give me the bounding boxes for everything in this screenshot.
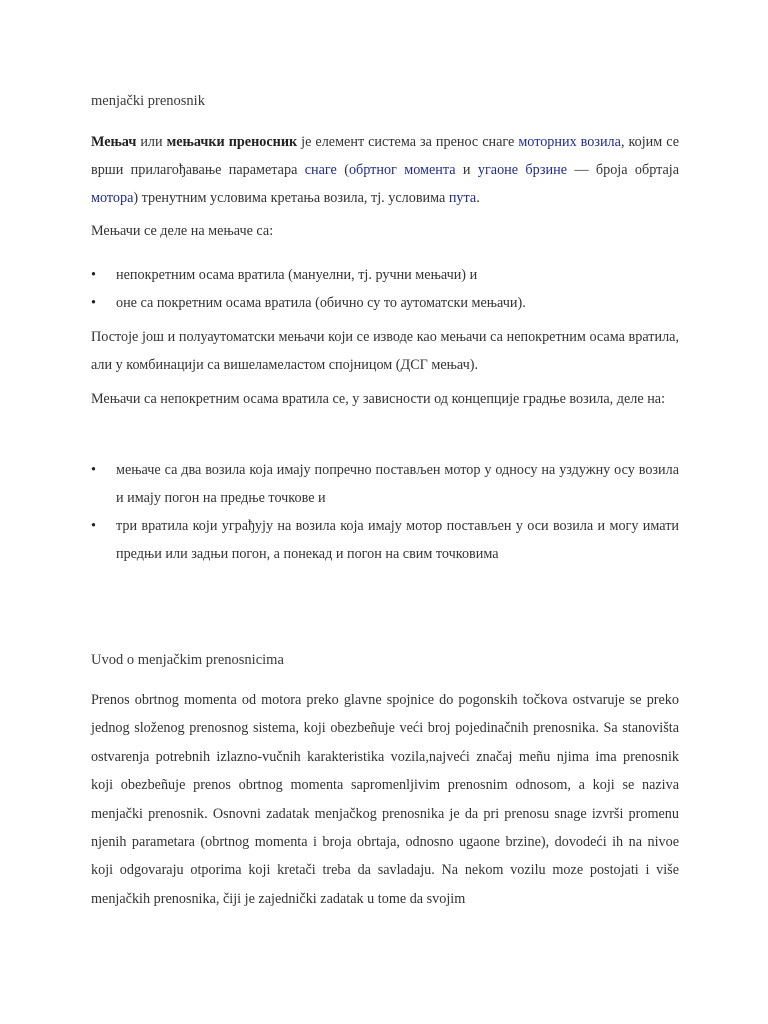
intro-text: . bbox=[476, 190, 480, 206]
paragraph-divide: Мењачи се деле на мењаче са: bbox=[91, 223, 274, 239]
list-item-text: три вратила који уграђују на возила која имају мотор постављен у оси возила и могу имати предњи или задњи погон, а понекад и погон на свим точковима bbox=[116, 518, 679, 562]
paragraph-fixed-shafts: Мењачи са непокретним осама вратила се, у зависности од концепције градње возила, деле на: bbox=[91, 391, 666, 407]
section-title-menjacki-prenosnik: menjački prenosnik bbox=[91, 93, 205, 109]
paragraph-semi-automatic: Постоје још и полуаутоматски мењачи који се изводе као мењачи са непокретним осама вратила, али у комбинацији са вишеламеластом спојницом (ДСГ мењач). bbox=[91, 329, 679, 373]
list-item bbox=[91, 512, 679, 568]
term-menjac: Мењач bbox=[91, 134, 137, 150]
section-title-uvod: Uvod o menjačkim prenosnicima bbox=[91, 652, 284, 668]
list-item bbox=[91, 456, 679, 512]
link-road[interactable]: пута bbox=[448, 190, 477, 206]
bullet-icon: • bbox=[91, 295, 96, 311]
link-motor-vehicles[interactable]: моторних возила bbox=[518, 134, 621, 150]
list-item-text: мењаче са два возила која имају попречно постављен мотор у односу на уздужну осу возила и имају погон на предње точкове и bbox=[116, 462, 679, 506]
intro-text: — броја обртаја bbox=[567, 162, 680, 178]
intro-paragraph bbox=[91, 128, 679, 212]
bullet-list-1 bbox=[91, 261, 679, 317]
paragraph-latin-intro: Prenos obrtnog momenta od motora preko glavne spojnice do pogonskih točkova ostvaruje se preko jednog složenog prenosnog sistema, koji obezbeñuje veći broj pojedinačnih prenosnika. Sa stanovišta ostvarenja potrebnih izlazno-vučnih karakteristika vozila,najveći značaj meñu njima ima prenosnik koji obezbeñuje prenos obrtnog momenta sapromenljivim prenosnim odnosom, a koji se naziva menjački prenosnik. Osnovni zadatak menjačkog prenosnika je da pri prenosu snage izvrši promenu njenih parametara (obrtnog momenta i broja obrtaja, odnosno ugaone brzine), dovodeći ih na nivoe koji odgovaraju otporima koji kretači treba da savladaju. Na nekom vozilu moze postojati i više menjačkih prenosnika, čiji je zajednički zadatak u tome da svojim bbox=[91, 692, 679, 907]
link-angular-speed[interactable]: угаоне брзине bbox=[477, 162, 567, 178]
intro-text: ( bbox=[336, 162, 349, 178]
link-motor[interactable]: мотора bbox=[91, 190, 134, 206]
link-torque[interactable]: обртног момента bbox=[348, 162, 456, 178]
link-power[interactable]: снаге bbox=[304, 162, 337, 178]
intro-text: и bbox=[455, 162, 478, 178]
list-item bbox=[91, 261, 679, 289]
intro-text: ) тренутним условима кретања возила, тј. условима bbox=[133, 190, 449, 206]
list-item-text: непокретним осама вратила (мануелни, тј. ручни мењачи) и bbox=[116, 267, 478, 283]
intro-text: или bbox=[136, 134, 167, 150]
bullet-icon: • bbox=[91, 267, 96, 283]
list-item bbox=[91, 289, 679, 317]
list-item-text: оне са покретним осама вратила (обично су то аутоматски мењачи). bbox=[116, 295, 526, 311]
bullet-icon: • bbox=[91, 462, 96, 478]
intro-text: , којим се врши прилагођавање параметара bbox=[91, 134, 680, 178]
bullet-list-2 bbox=[91, 456, 679, 568]
bullet-icon: • bbox=[91, 518, 96, 534]
intro-text: је елемент система за пренос снаге bbox=[297, 134, 519, 150]
term-menjacki-prenosnik: мењачки преносник bbox=[166, 134, 298, 150]
